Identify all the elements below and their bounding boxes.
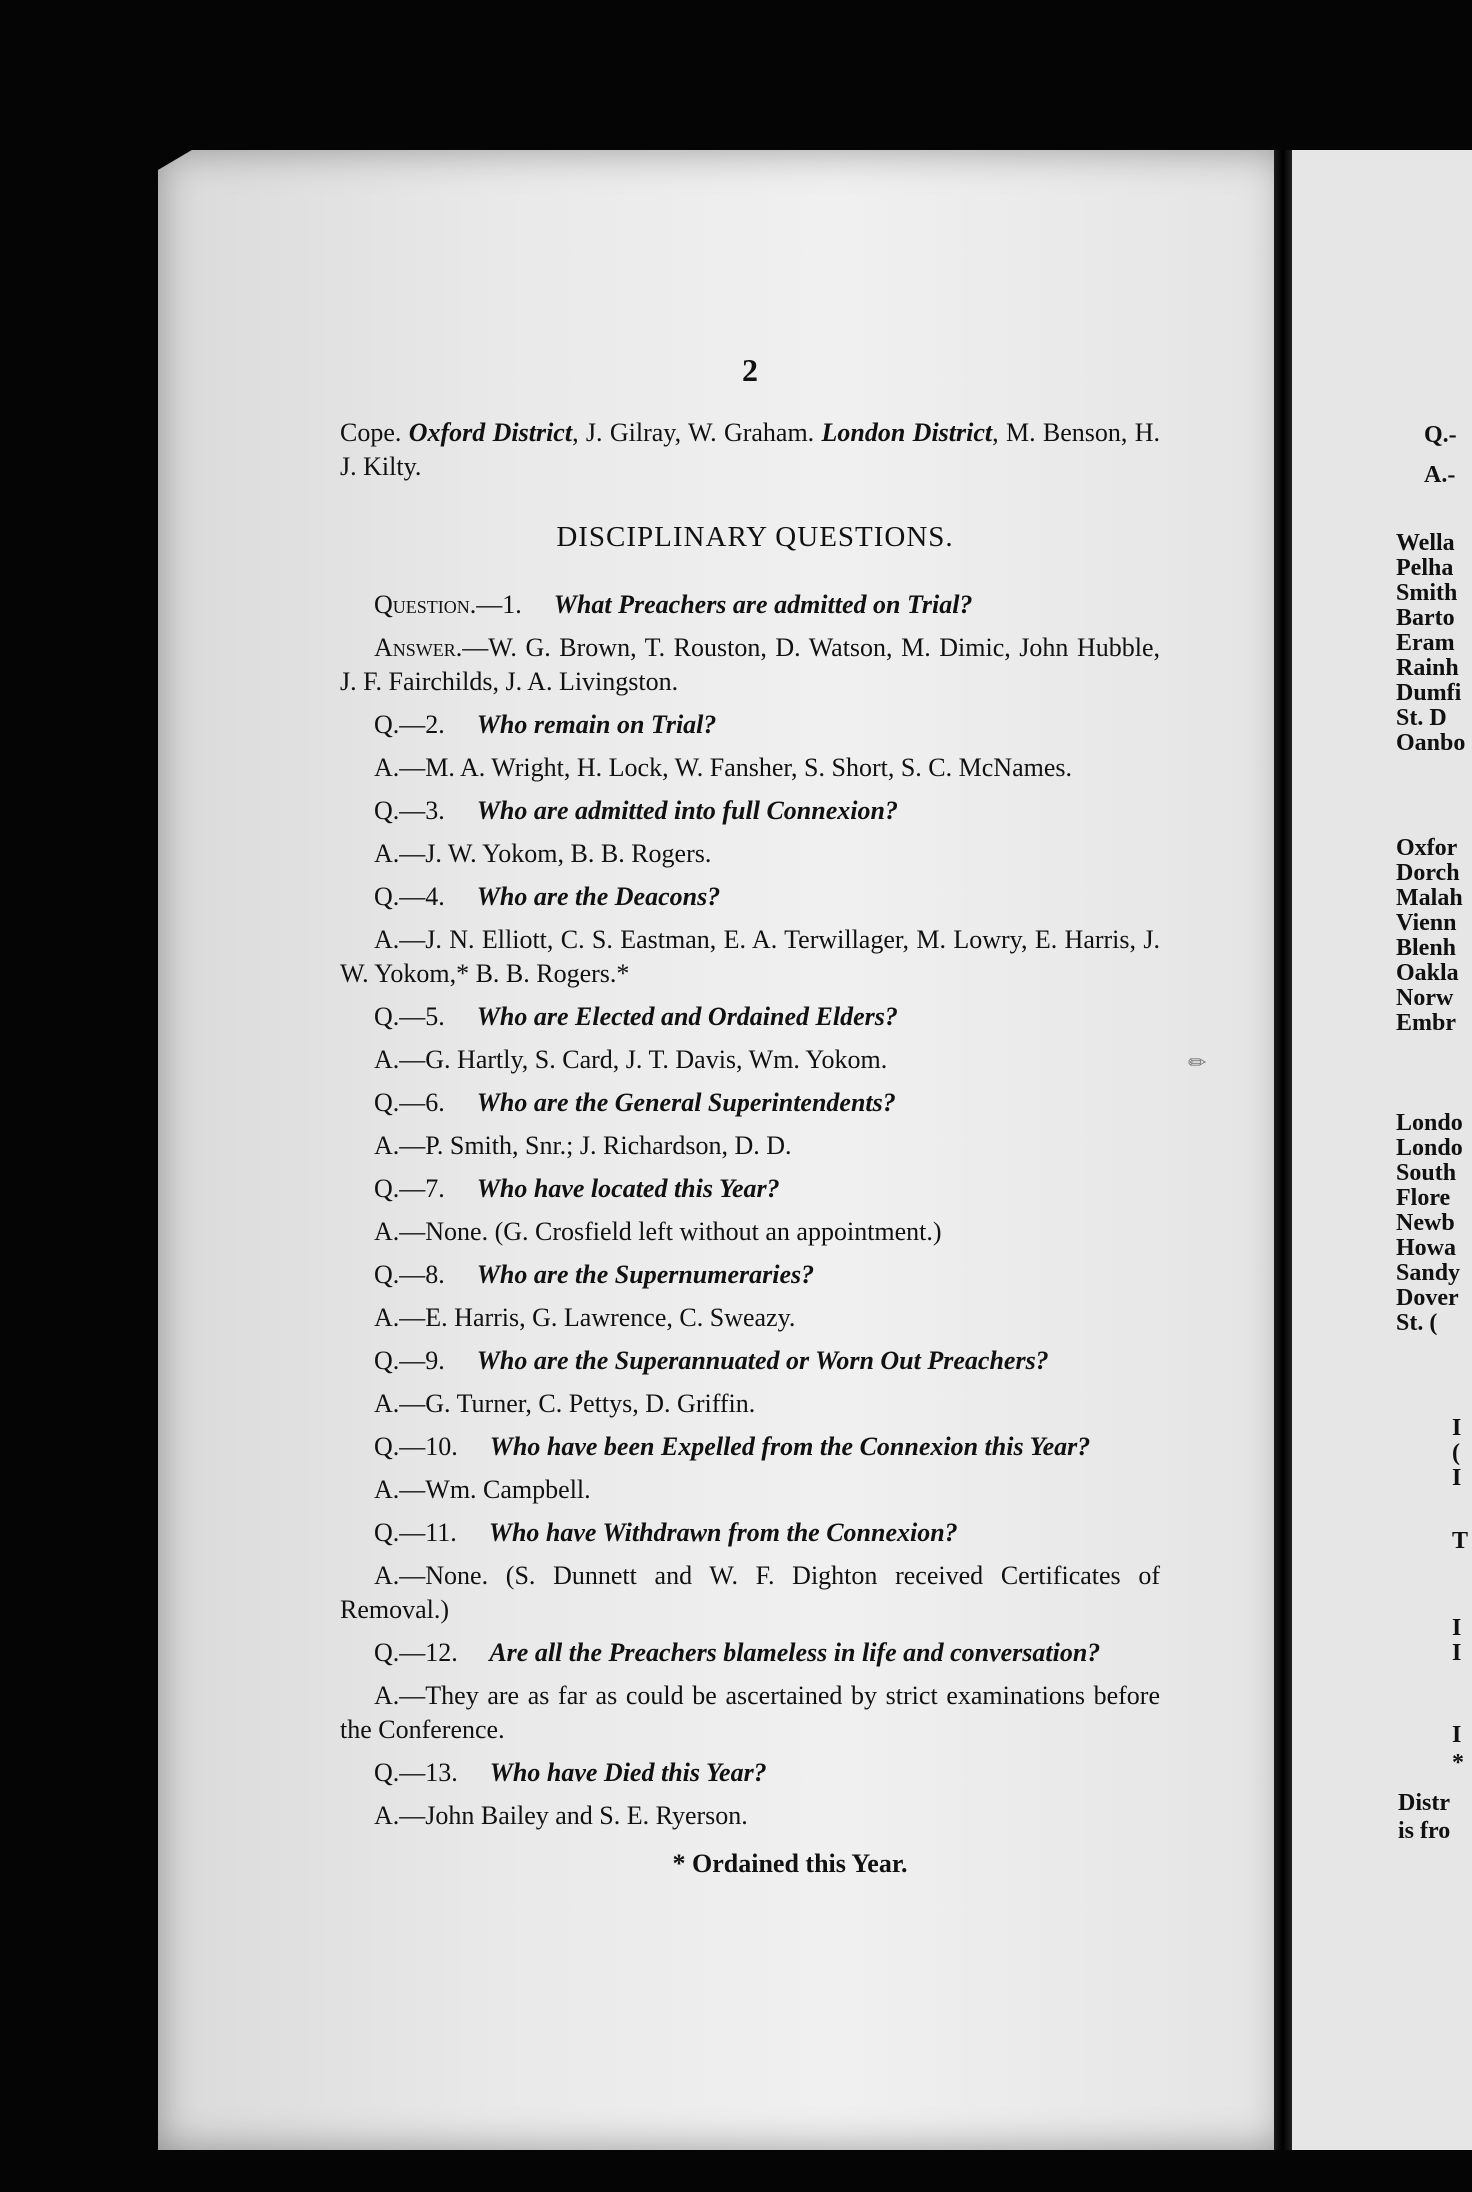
question-item xyxy=(340,880,1160,914)
question-item xyxy=(340,1258,1160,1292)
page-body xyxy=(340,416,1160,1881)
qa-text: Who are the General Superintendents? xyxy=(470,1088,896,1117)
qa-text: Who have located this Year? xyxy=(470,1174,780,1203)
qa-text: —G. Turner, C. Pettys, D. Griffin. xyxy=(399,1389,756,1418)
qa-text: Who have been Expelled from the Connexion this Year? xyxy=(483,1432,1091,1461)
qa-text: Who have Withdrawn from the Connexion? xyxy=(482,1518,958,1547)
lead-in-names-2: M. Benson, H. J. Kilty. xyxy=(340,418,1161,481)
answer-item xyxy=(340,1387,1160,1421)
lead-in-word: Cope. xyxy=(340,418,402,447)
qa-label: Q.—5. xyxy=(374,1002,445,1031)
qa-label: Answer. xyxy=(374,633,463,662)
qa-text: —J. W. Yokom, B. B. Rogers. xyxy=(399,839,712,868)
qa-text: Who are the Superannuated or Worn Out Preachers? xyxy=(470,1346,1049,1375)
qa-label: Q.—4. xyxy=(374,882,445,911)
right-page-place: Oanbo xyxy=(1396,730,1466,756)
qa-text: Who are Elected and Ordained Elders? xyxy=(470,1002,898,1031)
right-page-place: Flore xyxy=(1396,1185,1451,1211)
qa-label: A. xyxy=(374,753,400,782)
right-page-fragment: I xyxy=(1452,1465,1462,1491)
right-page-fragment: I xyxy=(1452,1615,1462,1641)
qa-label: A. xyxy=(374,1561,400,1590)
qa-label: A. xyxy=(374,1389,400,1418)
answer-item xyxy=(340,1301,1160,1335)
qa-label: A. xyxy=(374,1475,400,1504)
question-item xyxy=(340,1172,1160,1206)
qa-text: —None. (G. Crosfield left without an appointment.) xyxy=(399,1217,942,1246)
right-page-place: Newb xyxy=(1396,1210,1455,1236)
qa-text: —P. Smith, Snr.; J. Richardson, D. D. xyxy=(399,1131,792,1160)
right-page-fragment: T xyxy=(1452,1528,1469,1554)
qa-label: Q.—6. xyxy=(374,1088,445,1117)
right-page-place: St. D xyxy=(1396,705,1447,731)
qa-label: Q.—2. xyxy=(374,710,445,739)
question-item xyxy=(340,1430,1160,1464)
question-item xyxy=(340,794,1160,828)
answer-item xyxy=(340,1799,1160,1833)
answer-item xyxy=(340,1679,1160,1747)
qa-text: —M. A. Wright, H. Lock, W. Fansher, S. Short, S. C. McNames. xyxy=(399,753,1072,782)
right-page-place: Embr xyxy=(1396,1010,1456,1036)
qa-text: Who are admitted into full Connexion? xyxy=(470,796,898,825)
right-page-place: South xyxy=(1396,1160,1457,1186)
right-page-place: Wella xyxy=(1396,530,1455,556)
question-item xyxy=(340,1516,1160,1550)
right-page-fragment: * xyxy=(1452,1750,1464,1776)
qa-list xyxy=(340,588,1160,1833)
answer-item xyxy=(340,1473,1160,1507)
right-page-place: Dover xyxy=(1396,1285,1459,1311)
question-item xyxy=(340,708,1160,742)
answer-item xyxy=(340,837,1160,871)
right-page-place: Blenh xyxy=(1396,935,1457,961)
qa-text: Who are the Supernumeraries? xyxy=(470,1260,815,1289)
book-gutter xyxy=(1274,150,1292,2150)
qa-label: A. xyxy=(374,1131,400,1160)
qa-label: A. xyxy=(374,1303,400,1332)
right-page-place: Smith xyxy=(1396,580,1458,606)
right-page-place: Malah xyxy=(1396,885,1463,911)
page-number: 2 xyxy=(742,352,758,388)
question-item xyxy=(340,588,1160,622)
right-page-place: St. ( xyxy=(1396,1310,1438,1336)
qa-text: Who are the Deacons? xyxy=(470,882,721,911)
qa-label: Q.—3. xyxy=(374,796,445,825)
qa-text: —G. Hartly, S. Card, J. T. Davis, Wm. Yokom. xyxy=(399,1045,888,1074)
answer-item xyxy=(340,1043,1160,1077)
qa-label: A. xyxy=(374,1217,400,1246)
qa-label: Question.—1. xyxy=(374,590,522,619)
qa-text: —They are as far as could be ascertained by strict examinations before the Conference. xyxy=(340,1681,1160,1744)
question-item xyxy=(340,1000,1160,1034)
qa-text: —W. G. Brown, T. Rouston, D. Watson, M. Dimic, John Hubble, J. F. Fairchilds, J. A. Livingston. xyxy=(340,633,1160,696)
qa-label: A. xyxy=(374,1045,400,1074)
qa-label: A. xyxy=(374,1681,400,1710)
right-page-fragment: is fro xyxy=(1398,1818,1451,1844)
right-page-place: Barto xyxy=(1396,605,1455,631)
footnote: * Ordained this Year. xyxy=(672,1849,908,1878)
qa-label: Q.—8. xyxy=(374,1260,445,1289)
district-oxford: Oxford District xyxy=(408,418,573,447)
right-page-place: Howa xyxy=(1396,1235,1456,1261)
lead-in-paragraph: Cope. Oxford District, J. Gilray, W. Graham. London District, M. Benson, H. J. Kilty. xyxy=(340,418,1161,481)
right-page-place: Oxfor xyxy=(1396,835,1458,861)
right-page-fragment: ( xyxy=(1452,1440,1460,1466)
qa-label: Q.—9. xyxy=(374,1346,445,1375)
qa-text: —J. N. Elliott, C. S. Eastman, E. A. Terwillager, M. Lowry, E. Harris, J. W. Yokom,* B. B. Rogers.* xyxy=(340,925,1160,988)
question-item xyxy=(340,1344,1160,1378)
qa-label: A. xyxy=(374,925,400,954)
qa-text: —John Bailey and S. E. Ryerson. xyxy=(399,1801,748,1830)
right-page-top-line: Q.- xyxy=(1424,422,1457,448)
answer-item xyxy=(340,1215,1160,1249)
answer-item xyxy=(340,1129,1160,1163)
question-item xyxy=(340,1636,1160,1670)
right-page-place: Dorch xyxy=(1396,860,1460,886)
right-page-place: Norw xyxy=(1396,985,1454,1011)
right-page-fragment: Distr xyxy=(1398,1790,1450,1816)
qa-label: Q.—7. xyxy=(374,1174,445,1203)
pen-mark-icon: ✏ xyxy=(1188,1050,1207,1075)
right-page-fragment: I xyxy=(1452,1722,1462,1748)
section-heading: DISCIPLINARY QUESTIONS. xyxy=(556,521,954,553)
qa-label: Q.—12. xyxy=(374,1638,458,1667)
right-page-place: Sandy xyxy=(1396,1260,1461,1286)
qa-text: —E. Harris, G. Lawrence, C. Sweazy. xyxy=(399,1303,796,1332)
right-page-place: Londo xyxy=(1396,1110,1463,1136)
qa-label: A. xyxy=(374,839,400,868)
answer-item xyxy=(340,751,1160,785)
right-page-place: Vienn xyxy=(1396,910,1457,936)
answer-item xyxy=(340,923,1160,991)
right-page-fragment: I xyxy=(1452,1415,1462,1441)
qa-text: Who have Died this Year? xyxy=(483,1758,767,1787)
qa-label: Q.—10. xyxy=(374,1432,458,1461)
right-page-top-line: A.- xyxy=(1424,462,1456,488)
question-item xyxy=(340,1086,1160,1120)
qa-text: Who remain on Trial? xyxy=(470,710,717,739)
right-page-place: Dumfi xyxy=(1396,680,1462,706)
qa-text: What Preachers are admitted on Trial? xyxy=(547,590,973,619)
qa-text: Are all the Preachers blameless in life and conversation? xyxy=(483,1638,1101,1667)
question-item xyxy=(340,1756,1160,1790)
answer-item xyxy=(340,1559,1160,1627)
lead-in-names: , J. Gilray, W. Graham. xyxy=(572,418,815,447)
right-page-place: Oakla xyxy=(1396,960,1459,986)
qa-label: Q.—11. xyxy=(374,1518,457,1547)
right-page-fragment: I xyxy=(1452,1640,1462,1666)
qa-text: —None. (S. Dunnett and W. F. Dighton received Certificates of Removal.) xyxy=(340,1561,1160,1624)
answer-item xyxy=(340,631,1160,699)
right-page-place: Eram xyxy=(1396,630,1455,656)
qa-label: Q.—13. xyxy=(374,1758,458,1787)
qa-label: A. xyxy=(374,1801,400,1830)
right-page-place: Rainh xyxy=(1396,655,1459,681)
qa-text: —Wm. Campbell. xyxy=(399,1475,591,1504)
district-london: London District xyxy=(821,418,993,447)
right-page-place: Pelha xyxy=(1396,555,1454,581)
right-page-place: Londo xyxy=(1396,1135,1463,1161)
